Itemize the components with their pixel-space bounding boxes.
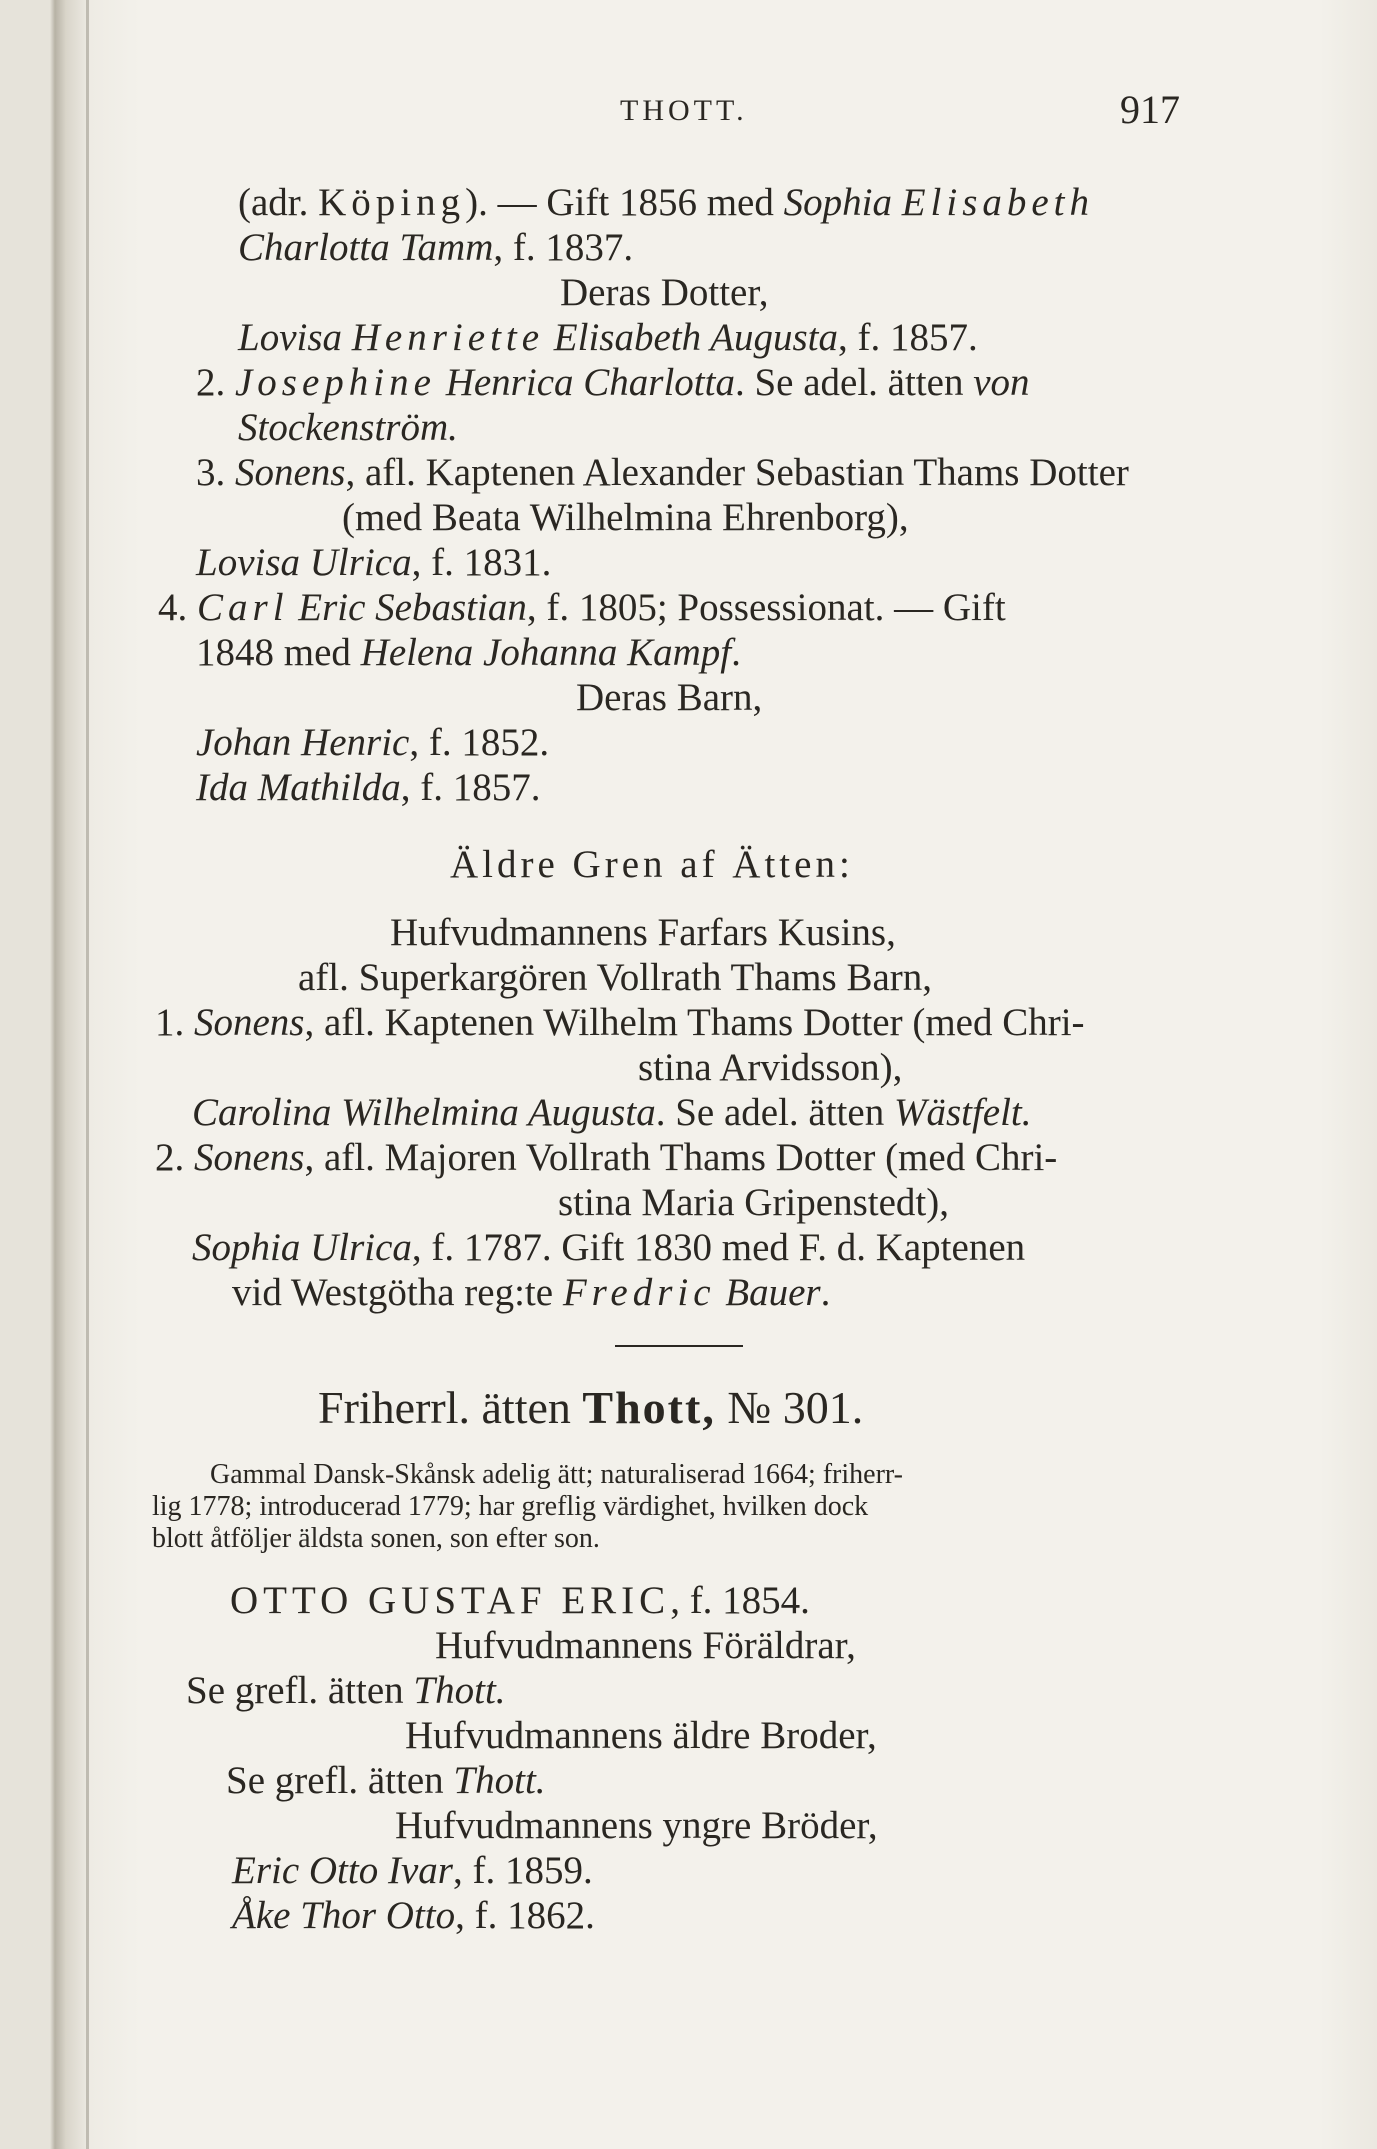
family-description: blott åtföljer äldsta sonen, son efter son. xyxy=(152,1523,600,1554)
text-line: 3. Sonens, afl. Kaptenen Alexander Sebastian Thams Dotter xyxy=(196,451,1129,494)
page-number: 917 xyxy=(1120,87,1180,132)
text-line: Deras Dotter, xyxy=(560,271,769,314)
text-line: Stockenström. xyxy=(238,406,458,449)
text-line: 1848 med Helena Johanna Kampf. xyxy=(196,631,741,674)
text-line: Lovisa Henriette Elisabeth Augusta, f. 1857. xyxy=(238,316,978,359)
text-line: Hufvudmannens yngre Bröder, xyxy=(395,1804,878,1847)
text-line: (adr. Köping). — Gift 1856 med Sophia Elisabeth xyxy=(238,181,1095,224)
text-line: Charlotta Tamm, f. 1837. xyxy=(238,226,634,269)
text-line: Ida Mathilda, f. 1857. xyxy=(196,766,541,809)
text-line: vid Westgötha reg:te Fredric Bauer. xyxy=(232,1271,831,1314)
text-line: stina Maria Gripenstedt), xyxy=(558,1181,949,1224)
text-line: (med Beata Wilhelmina Ehrenborg), xyxy=(342,496,909,539)
text-line: Deras Barn, xyxy=(576,676,763,719)
text-line: stina Arvidsson), xyxy=(638,1046,903,1089)
text-line: afl. Superkargören Vollrath Thams Barn, xyxy=(298,956,932,999)
family-description: lig 1778; introducerad 1779; har greflig värdighet, hvilken dock xyxy=(152,1491,869,1522)
text-line: Eric Otto Ivar, f. 1859. xyxy=(232,1849,593,1892)
page-gutter xyxy=(86,0,89,2149)
text-line: Hufvudmannens Föräldrar, xyxy=(435,1624,856,1667)
text-line: Se grefl. ätten Thott. xyxy=(226,1759,546,1802)
text-line: Se grefl. ätten Thott. xyxy=(186,1669,506,1712)
text-line: 1. Sonens, afl. Kaptenen Wilhelm Thams Dotter (med Chri- xyxy=(155,1001,1085,1044)
text-line: 4. Carl Eric Sebastian, f. 1805; Possessionat. — Gift xyxy=(158,586,1006,629)
text-line: Hufvudmannens äldre Broder, xyxy=(405,1714,877,1757)
text-line: 2. Sonens, afl. Majoren Vollrath Thams Dotter (med Chri- xyxy=(155,1136,1058,1179)
text-line: OTTO GUSTAF ERIC, f. 1854. xyxy=(230,1579,810,1622)
page-header xyxy=(620,86,1180,136)
family-title: Friherrl. ätten Thott, № 301. xyxy=(318,1382,864,1433)
text-line: Johan Henric, f. 1852. xyxy=(196,721,550,764)
text-line: 2. Josephine Henrica Charlotta. Se adel. ätten von xyxy=(196,361,1030,404)
section-divider xyxy=(615,1345,743,1347)
text-line: Carolina Wilhelmina Augusta. Se adel. ätten Wästfelt. xyxy=(192,1091,1032,1134)
text-line: Lovisa Ulrica, f. 1831. xyxy=(196,541,552,584)
text-line: Åke Thor Otto, f. 1862. xyxy=(232,1894,595,1937)
family-description: Gammal Dansk-Skånsk adelig ätt; naturaliserad 1664; friherr- xyxy=(210,1459,903,1490)
text-line: Sophia Ulrica, f. 1787. Gift 1830 med F. d. Kaptenen xyxy=(192,1226,1026,1269)
text-line: Hufvudmannens Farfars Kusins, xyxy=(390,911,896,954)
section-heading: Äldre Gren af Ätten: xyxy=(450,843,854,886)
running-head: THOTT. xyxy=(620,94,748,127)
